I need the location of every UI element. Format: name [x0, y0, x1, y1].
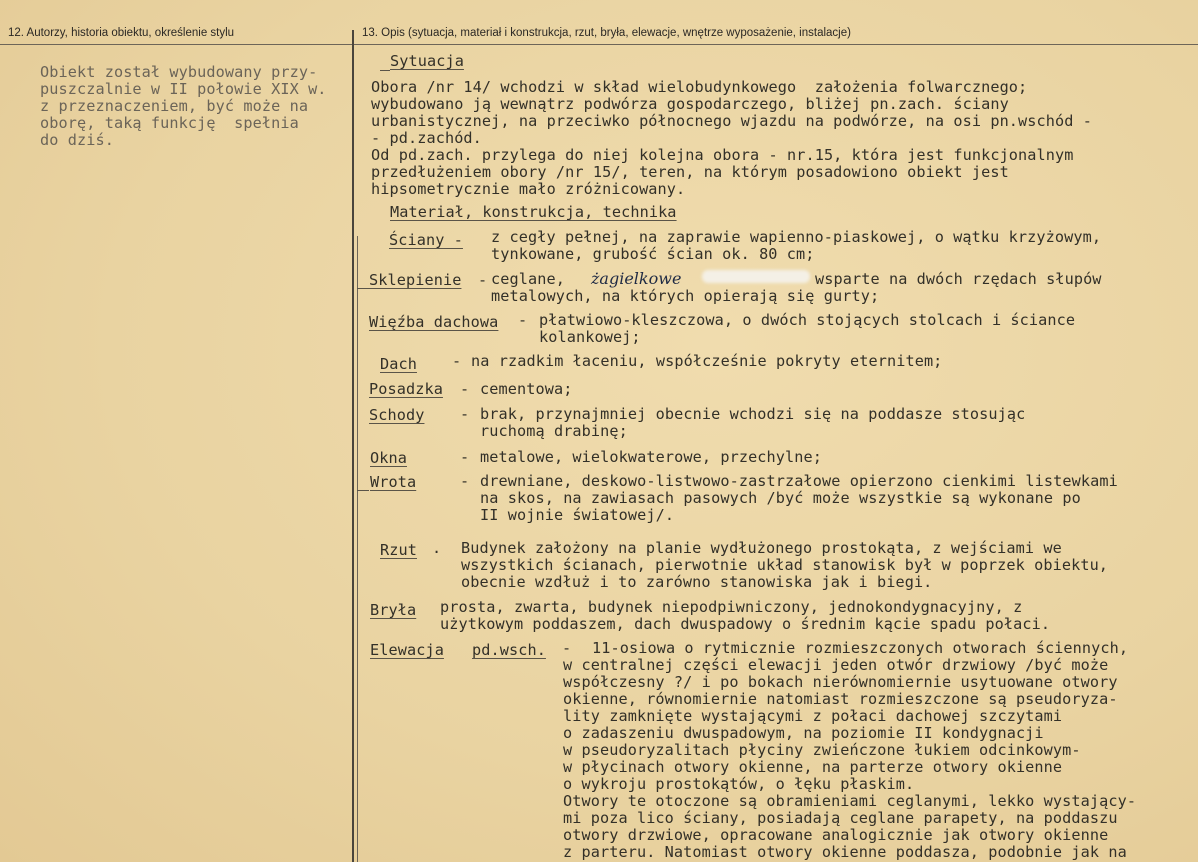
elewacja-line: w centralnej części elewacji jeden otwór drzwiowy /być może	[563, 656, 1109, 674]
section-title-sytuacja: Sytuacja	[390, 52, 464, 70]
rzut-dot: .	[432, 539, 442, 557]
item-text: brak, przynajmniej obecnie wchodzi się na poddasze stosując	[480, 405, 1026, 423]
sytuacja-line: urbanistycznej, na przeciwko północnego wjazdu na podwórze, na osi pn.wschód -	[371, 112, 1093, 130]
item-dash: -	[478, 271, 488, 289]
item-text: wsparte na dwóch rzędach słupów	[815, 270, 1102, 288]
item-dash: -	[460, 448, 470, 466]
item-text: na skos, na zawiasach pasowych /być może wszystkie są wykonane po	[480, 489, 1081, 507]
section-label-elewacja: Elewacja	[370, 641, 444, 659]
item-dash: -	[518, 311, 528, 329]
header-right: 13. Opis (sytuacja, materiał i konstrukcja, rzut, bryła, elewacje, wnętrze wyposażenie, instalacje)	[362, 27, 851, 39]
elewacja-dash: -	[562, 639, 572, 657]
history-line: oborę, taką funkcję spełnia	[40, 114, 299, 132]
item-label-wrota: Wrota	[370, 473, 417, 491]
rzut-line: Budynek założony na planie wydłużonego prostokąta, z wejściami we	[461, 539, 1062, 557]
elewacja-line: o zadaszeniu dwuspadowym, na poziomie II kondygnacji	[563, 724, 1044, 742]
elewacja-line: otwory drzwiowe, opracowane analogicznie jak otwory okienne	[563, 826, 1109, 844]
section-label-rzut: Rzut	[380, 541, 417, 559]
section-title-material: Materiał, konstrukcja, technika	[390, 203, 677, 221]
sytuacja-line: hipsometrycznie mało zróżnicowany.	[371, 180, 686, 198]
item-label-posadzka: Posadzka	[369, 380, 443, 398]
item-text: na rzadkim łaceniu, współcześnie pokryty eternitem;	[471, 352, 943, 370]
item-text: metalowe, wielokwaterowe, przechylne;	[480, 448, 823, 466]
elewacja-line: z parteru. Natomiast otwory okienne poddasza, podobnie jak na	[563, 843, 1127, 861]
item-label-wiezba: Więźba dachowa	[369, 313, 499, 331]
item-text: ceglane,	[491, 270, 565, 288]
item-dash: -	[460, 472, 470, 490]
section-label-bryla: Bryła	[370, 601, 417, 619]
rzut-line: wszystkich ścianach, pierwotnie układ stanowisk był w poprzek obiektu,	[461, 556, 1109, 574]
item-label-dach: Dach	[380, 355, 417, 373]
item-text: drewniane, deskowo-listwowo-zastrzałowe opierzono cienkimi listewkami	[480, 472, 1118, 490]
item-text: ruchomą drabinę;	[480, 422, 628, 440]
correction-blot	[702, 270, 810, 283]
column-divider	[352, 30, 354, 862]
sytuacja-line: Od pd.zach. przylega do niej kolejna obora - nr.15, która jest funkcjonalnym	[371, 146, 1074, 164]
elewacja-line: współczesny ?/ i po bokach nierównomiernie usytuowane otwory	[563, 673, 1118, 691]
history-line: puszczalnie w II połowie XIX w.	[40, 80, 327, 98]
bryla-line: prosta, zwarta, budynek niepodpiwniczony, jednokondygnacyjny, z	[440, 598, 1023, 616]
item-dash: -	[452, 352, 462, 370]
item-text: II wojnie światowej/.	[480, 506, 675, 524]
elewacja-line: mi poza lico ściany, posiadają ceglane parapety, na poddaszu	[563, 809, 1118, 827]
item-text: płatwiowo-kleszczowa, o dwóch stojących stolcach i ściance	[539, 311, 1076, 329]
elewacja-line: 11-osiowa o rytmicznie rozmieszczonych otworach ściennych,	[592, 639, 1129, 657]
margin-dash	[357, 288, 369, 289]
elewacja-line: w pseudoryzalitach płyciny zwieńczone łukiem odcinkowym-	[563, 741, 1081, 759]
item-label-sciany: Ściany -	[389, 231, 463, 249]
item-text: metalowych, na których opierają się gurty;	[491, 287, 880, 305]
item-text: tynkowane, grubość ścian ok. 80 cm;	[491, 245, 815, 263]
elewacja-line: lity zamknięte wystającymi z połaci dachowej szczytami	[563, 707, 1063, 725]
title-dash	[380, 70, 390, 71]
elewacja-side: pd.wsch.	[472, 641, 546, 659]
item-text: cementowa;	[480, 380, 573, 398]
item-label-okna: Okna	[370, 449, 407, 467]
section-bracket-line	[357, 236, 358, 862]
item-dash: -	[460, 380, 470, 398]
sytuacja-line: przedłużeniem obory /nr 15/, teren, na którym posadowiono obiekt jest	[371, 163, 1009, 181]
header-left: 12. Autorzy, historia obiektu, określenie stylu	[8, 27, 235, 39]
elewacja-line: okienne, równomiernie natomiast rozmieszczone są pseudoryza-	[563, 690, 1118, 708]
rzut-line: obecnie wzdłuż i to zarówno stanowiska jak i biegi.	[461, 573, 933, 591]
sytuacja-line: wybudowano ją wewnątrz podwórza gospodarczego, bliżej pn.zach. ściany	[371, 95, 1009, 113]
elewacja-line: o wykroju prostokątów, o łęku płaskim.	[563, 775, 915, 793]
item-dash: -	[460, 405, 470, 423]
item-text: z cegły pełnej, na zaprawie wapienno-piaskowej, o wątku krzyżowym,	[491, 228, 1102, 246]
handwritten-annotation: żagielkowe	[591, 269, 682, 288]
header-rule	[0, 44, 1198, 45]
history-line: z przeznaczeniem, być może na	[40, 97, 309, 115]
item-label-sklepienie: Sklepienie	[369, 271, 462, 289]
elewacja-line: Otwory te otoczone są obramieniami ceglanymi, lekko wystający-	[563, 792, 1137, 810]
margin-dash	[357, 490, 369, 491]
item-text: kolankowej;	[539, 328, 641, 346]
sytuacja-line: - pd.zachód.	[371, 129, 482, 147]
sytuacja-line: Obora /nr 14/ wchodzi w skład wielobudynkowego założenia folwarcznego;	[371, 78, 1028, 96]
item-label-schody: Schody	[369, 406, 425, 424]
history-line: do dziś.	[40, 131, 114, 149]
history-line: Obiekt został wybudowany przy-	[40, 63, 318, 81]
elewacja-line: w płycinach otwory okienne, na parterze otwory okienne	[563, 758, 1063, 776]
bryla-line: użytkowym poddaszem, dach dwuspadowy o średnim kącie spadu połaci.	[440, 615, 1051, 633]
